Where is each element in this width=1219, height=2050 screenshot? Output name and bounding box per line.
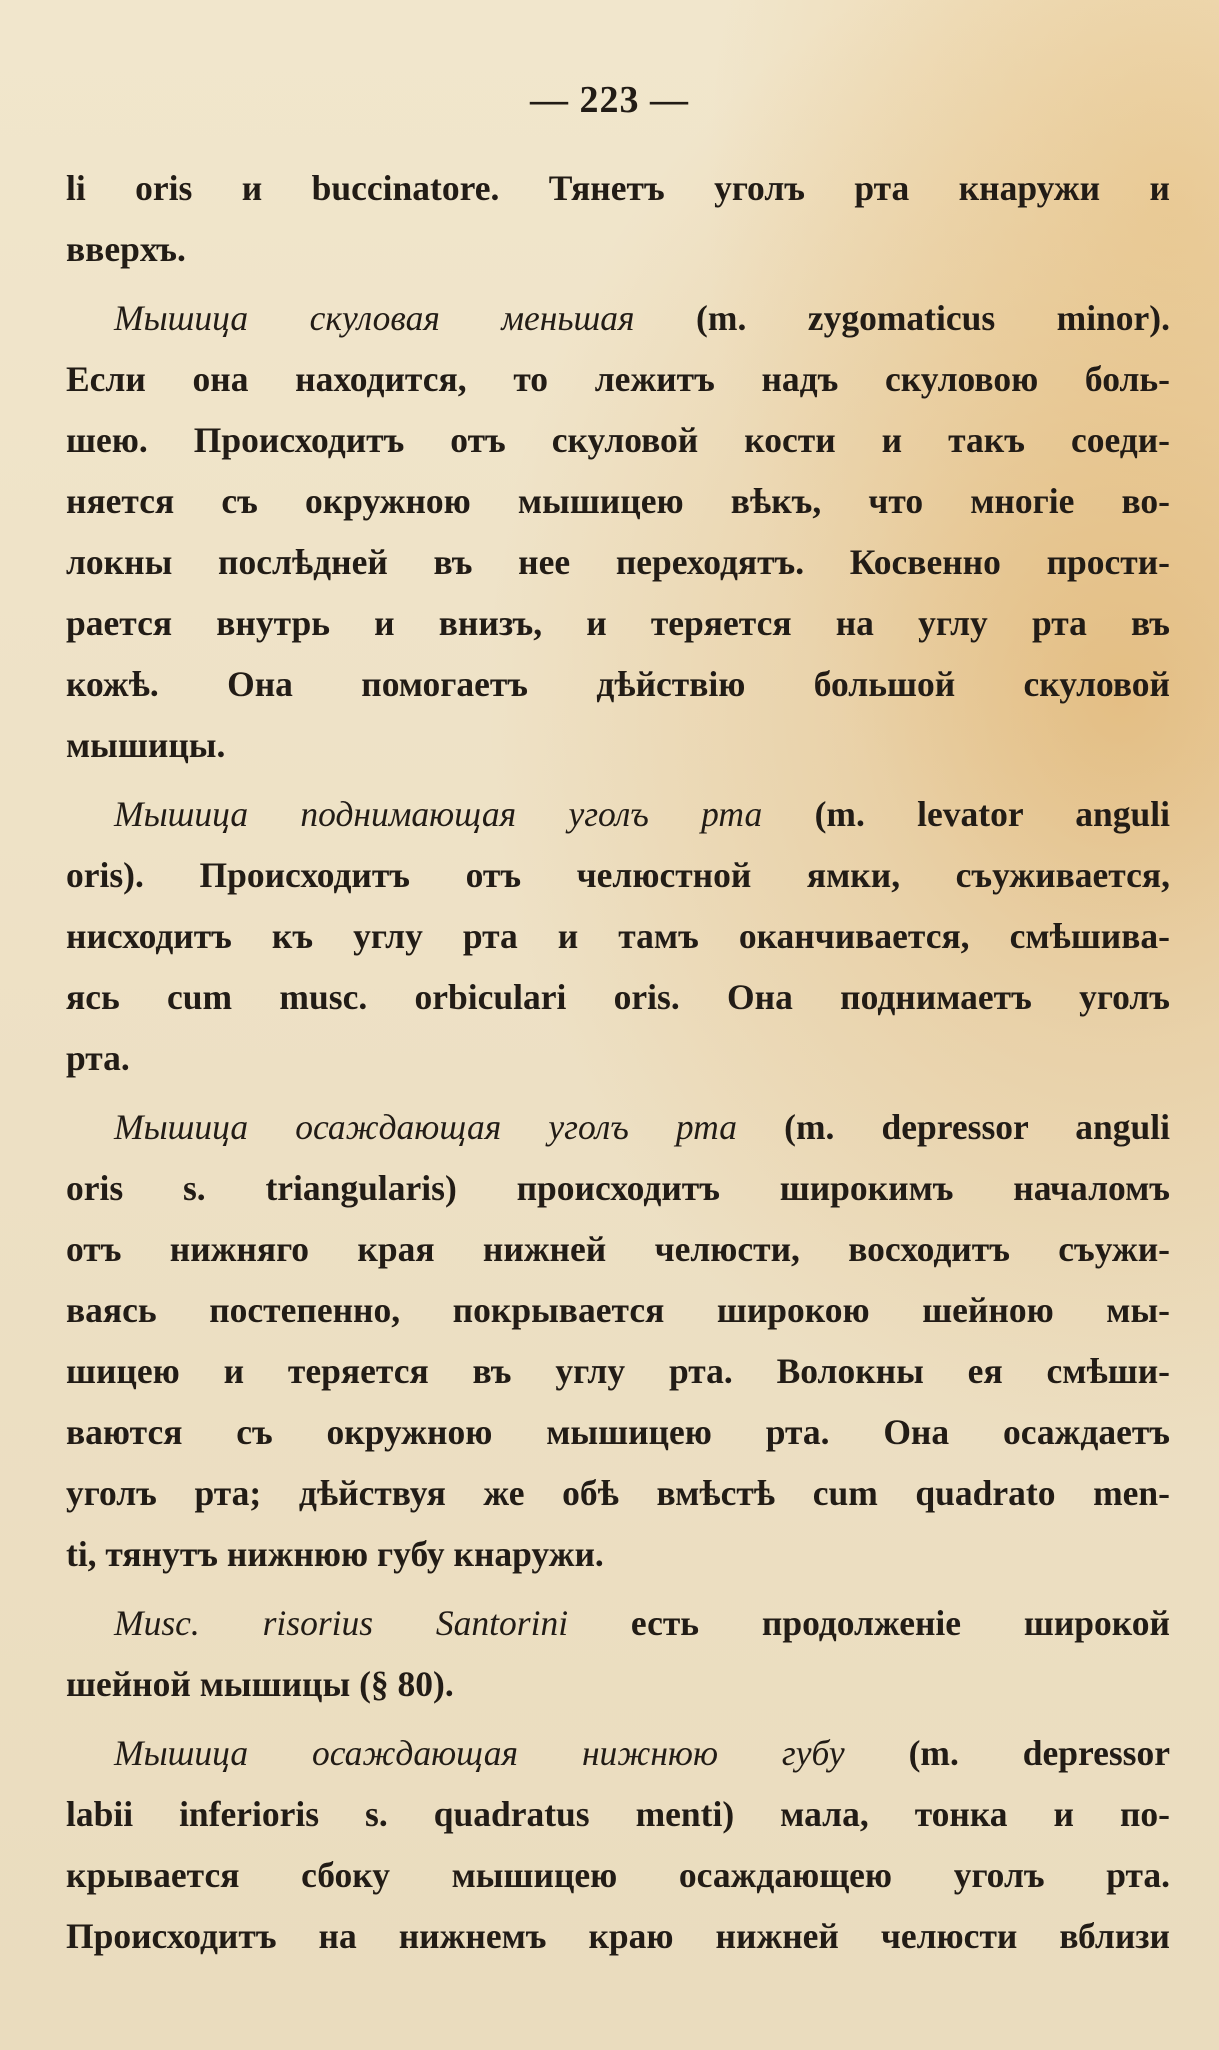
muscle-name-italic: Мышица осаждающая нижнюю губу bbox=[114, 1733, 845, 1773]
line-text: рта. bbox=[66, 1038, 130, 1078]
text-line bbox=[66, 1524, 1170, 1585]
line-text: (m. depressor anguli bbox=[737, 1107, 1171, 1147]
line-text: oris). Происходитъ отъ челюстной ямки, съуживается, bbox=[66, 855, 1170, 895]
text-line bbox=[66, 1906, 1170, 1967]
line-text: ваясь постепенно, покрывается широкою шейною мы- bbox=[66, 1290, 1170, 1330]
line-text: уголъ рта; дѣйствуя же обѣ вмѣстѣ cum quadrato men- bbox=[66, 1473, 1170, 1513]
paragraph-first-line bbox=[66, 1593, 1170, 1654]
text-line bbox=[66, 471, 1170, 532]
line-text: li oris и buccinatore. Тянетъ уголъ рта кнаружи и bbox=[66, 168, 1170, 208]
line-text: шейной мышицы (§ 80). bbox=[66, 1664, 454, 1704]
line-text: (m. zygomaticus minor). bbox=[634, 298, 1171, 338]
body-text bbox=[66, 158, 1170, 1967]
text-line bbox=[66, 715, 1170, 776]
text-line bbox=[66, 654, 1170, 715]
text-line bbox=[66, 410, 1170, 471]
line-text: ваются съ окружною мышицею рта. Она осаждаетъ bbox=[66, 1412, 1170, 1452]
line-text: отъ нижняго края нижней челюсти, восходитъ съужи- bbox=[66, 1229, 1170, 1269]
line-text: Если она находится, то лежитъ надъ скуловою боль- bbox=[66, 359, 1170, 399]
muscle-name-italic: Мышица осаждающая уголъ рта bbox=[114, 1107, 738, 1147]
text-line bbox=[66, 1654, 1170, 1715]
text-line bbox=[66, 158, 1170, 219]
text-line bbox=[66, 1845, 1170, 1906]
line-text: локны послѣдней въ нее переходятъ. Косвенно прости- bbox=[66, 542, 1170, 582]
line-text: крывается сбоку мышицею осаждающею уголъ рта. bbox=[66, 1855, 1170, 1895]
text-line bbox=[66, 1784, 1170, 1845]
line-text: есть продолженіе широкой bbox=[568, 1603, 1170, 1643]
text-line bbox=[66, 1219, 1170, 1280]
text-line bbox=[66, 906, 1170, 967]
line-text: (m. levator anguli bbox=[762, 794, 1170, 834]
line-text: шицею и теряется въ углу рта. Волокны ея смѣши- bbox=[66, 1351, 1170, 1391]
line-text: oris s. triangularis) происходитъ широкимъ началомъ bbox=[66, 1168, 1170, 1208]
paragraph-first-line bbox=[66, 784, 1170, 845]
text-line bbox=[66, 1402, 1170, 1463]
line-text: мышицы. bbox=[66, 725, 226, 765]
muscle-name-italic: Мышица скуловая меньшая bbox=[114, 298, 635, 338]
text-line bbox=[66, 349, 1170, 410]
line-text: Происходитъ на нижнемъ краю нижней челюсти вблизи bbox=[66, 1916, 1170, 1956]
text-line bbox=[66, 1028, 1170, 1089]
line-text: ясь cum musc. orbiculari oris. Она поднимаетъ уголъ bbox=[66, 977, 1170, 1017]
line-text: кожѣ. Она помогаетъ дѣйствію большой скуловой bbox=[66, 664, 1170, 704]
text-line bbox=[66, 593, 1170, 654]
text-line bbox=[66, 1280, 1170, 1341]
paragraph-first-line bbox=[66, 1097, 1170, 1158]
line-text: ti, тянутъ нижнюю губу кнаружи. bbox=[66, 1534, 604, 1574]
text-line bbox=[66, 1158, 1170, 1219]
line-text: нисходитъ къ углу рта и тамъ оканчивается, смѣшива- bbox=[66, 916, 1170, 956]
line-text: рается внутрь и внизъ, и теряется на углу рта въ bbox=[66, 603, 1170, 643]
text-line bbox=[66, 845, 1170, 906]
text-line bbox=[66, 1341, 1170, 1402]
line-text: няется съ окружною мышицею вѣкъ, что многіе во- bbox=[66, 481, 1170, 521]
paragraph-first-line bbox=[66, 1723, 1170, 1784]
text-line bbox=[66, 967, 1170, 1028]
line-text: шею. Происходитъ отъ скуловой кости и такъ соеди- bbox=[66, 420, 1170, 460]
muscle-name-italic: Мышица поднимающая уголъ рта bbox=[114, 794, 763, 834]
text-line bbox=[66, 532, 1170, 593]
line-text: вверхъ. bbox=[66, 229, 186, 269]
line-text: (m. depressor bbox=[844, 1733, 1170, 1773]
paragraph-first-line bbox=[66, 288, 1170, 349]
muscle-name-italic: Musc. risorius Santorini bbox=[114, 1603, 569, 1643]
line-text: labii inferioris s. quadratus menti) мала, тонка и по- bbox=[66, 1794, 1170, 1834]
text-line bbox=[66, 219, 1170, 280]
page-number: — 223 — bbox=[530, 79, 689, 121]
text-line bbox=[66, 1463, 1170, 1524]
